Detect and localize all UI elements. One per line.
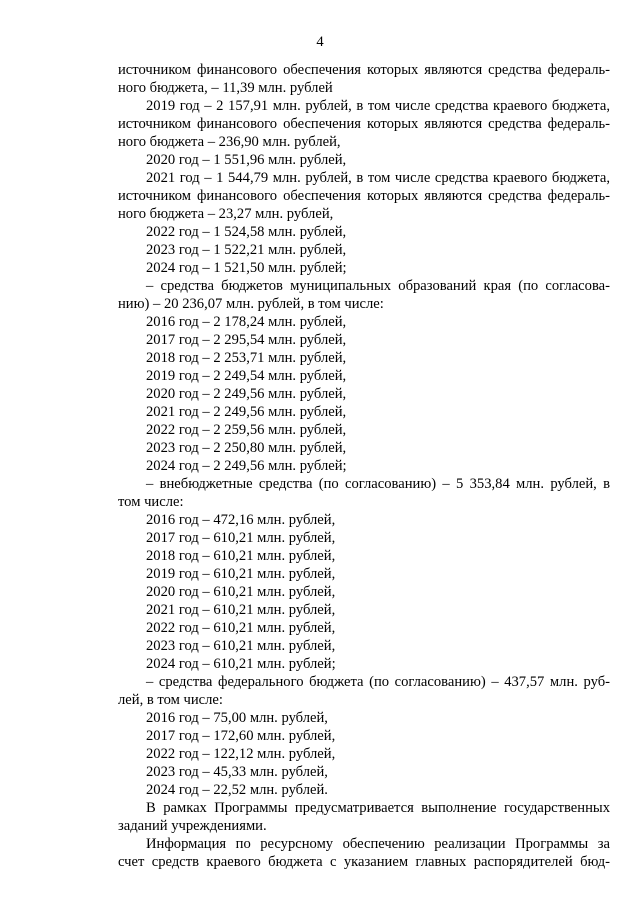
text-line: 2022 год – 610,21 млн. рублей, (146, 620, 336, 636)
text-line: 2022 год – 1 524,58 млн. рублей, (146, 224, 347, 240)
text-line: – средства бюджетов муниципальных образований края (по согласова- (146, 278, 610, 294)
text-line: 2016 год – 2 178,24 млн. рублей, (146, 314, 347, 330)
text-line: 2019 год – 610,21 млн. рублей, (146, 566, 336, 582)
text-line: ного бюджета – 236,90 млн. рублей, (118, 134, 341, 150)
text-line: заданий учреждениями. (118, 818, 267, 834)
text-line: 2020 год – 1 551,96 млн. рублей, (146, 152, 347, 168)
text-line: ного бюджета, – 11,39 млн. рублей (118, 80, 333, 96)
text-line: 2024 год – 22,52 млн. рублей. (146, 782, 328, 798)
text-line: – средства федерального бюджета (по согласованию) – 437,57 млн. руб- (146, 674, 610, 690)
text-line: 2021 год – 1 544,79 млн. рублей, в том числе средства краевого бюджета, (146, 170, 610, 186)
text-line: 2022 год – 2 259,56 млн. рублей, (146, 422, 347, 438)
text-line: – внебюджетные средства (по согласованию) – 5 353,84 млн. рублей, в (146, 476, 610, 492)
text-line: 2017 год – 610,21 млн. рублей, (146, 530, 336, 546)
text-line: 2024 год – 2 249,56 млн. рублей; (146, 458, 347, 474)
text-line: 2016 год – 472,16 млн. рублей, (146, 512, 336, 528)
text-line: 2019 год – 2 249,54 млн. рублей, (146, 368, 347, 384)
text-line: 2018 год – 2 253,71 млн. рублей, (146, 350, 347, 366)
text-line: 2020 год – 2 249,56 млн. рублей, (146, 386, 347, 402)
document-body (118, 61, 610, 871)
text-line: источником финансового обеспечения которых являются средства федераль- (118, 116, 610, 132)
text-line: 2021 год – 610,21 млн. рублей, (146, 602, 336, 618)
text-line: 2022 год – 122,12 млн. рублей, (146, 746, 336, 762)
text-line: источником финансового обеспечения которых являются средства федераль- (118, 62, 610, 78)
text-line: 2023 год – 2 250,80 млн. рублей, (146, 440, 347, 456)
text-line: 2023 год – 610,21 млн. рублей, (146, 638, 336, 654)
text-line: нию) – 20 236,07 млн. рублей, в том числе: (118, 296, 384, 312)
text-line: ного бюджета – 23,27 млн. рублей, (118, 206, 334, 222)
text-line: источником финансового обеспечения которых являются средства федераль- (118, 188, 610, 204)
text-line: 2024 год – 1 521,50 млн. рублей; (146, 260, 347, 276)
text-line: 2016 год – 75,00 млн. рублей, (146, 710, 328, 726)
page-number: 4 (316, 34, 324, 50)
text-line: 2019 год – 2 157,91 млн. рублей, в том числе средства краевого бюджета, (146, 98, 610, 114)
text-line: 2023 год – 45,33 млн. рублей, (146, 764, 328, 780)
text-line: счет средств краевого бюджета с указанием главных распорядителей бюд- (118, 854, 610, 870)
text-line: 2023 год – 1 522,21 млн. рублей, (146, 242, 347, 258)
text-line: В рамках Программы предусматривается выполнение государственных (146, 800, 610, 816)
text-line: 2018 год – 610,21 млн. рублей, (146, 548, 336, 564)
text-line: 2021 год – 2 249,56 млн. рублей, (146, 404, 347, 420)
text-line: том числе: (118, 494, 184, 510)
text-line: 2017 год – 172,60 млн. рублей, (146, 728, 336, 744)
text-line: лей, в том числе: (118, 692, 223, 708)
text-line: 2020 год – 610,21 млн. рублей, (146, 584, 336, 600)
text-line: 2024 год – 610,21 млн. рублей; (146, 656, 336, 672)
text-line: 2017 год – 2 295,54 млн. рублей, (146, 332, 347, 348)
text-line: Информация по ресурсному обеспечению реализации Программы за (146, 836, 610, 852)
